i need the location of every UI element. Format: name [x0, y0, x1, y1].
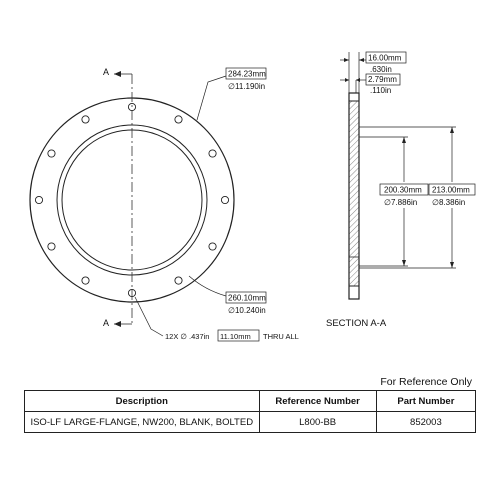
- section-body-top: [349, 93, 359, 101]
- flange-section-view: [349, 93, 359, 299]
- od-dim-mm: 284.23mm: [228, 69, 266, 79]
- bolt-hole: [221, 196, 228, 203]
- section-hatch-upper: [349, 101, 359, 257]
- thickness-dim-in: .630in: [370, 65, 392, 74]
- cell-description: ISO-LF LARGE-FLANGE, NW200, BLANK, BOLTED: [25, 412, 260, 433]
- od-dim-in: ∅11.190in: [228, 82, 266, 91]
- bolt-hole: [48, 243, 55, 250]
- bolt-hole: [82, 277, 89, 284]
- table-row: [25, 412, 476, 433]
- section-label-bottom: A: [103, 318, 110, 328]
- section-arrow-top: [114, 71, 132, 77]
- table-header-row: [25, 391, 476, 412]
- reference-note: For Reference Only: [380, 376, 472, 388]
- bolt-hole: [175, 116, 182, 123]
- bore-dim-mm: 200.30mm: [384, 185, 422, 195]
- bolt-circle-dim-mm: 260.10mm: [228, 293, 266, 303]
- bolt-hole: [175, 277, 182, 284]
- thickness-dim-mm: 16.00mm: [368, 53, 402, 63]
- section-title: SECTION A-A: [326, 318, 387, 329]
- step-dim-mm: 213.00mm: [432, 185, 470, 195]
- section-body-bottom: [349, 286, 359, 299]
- parts-table: [24, 390, 476, 433]
- section-arrow-bottom: [114, 321, 132, 327]
- groove-dim-in: .110in: [370, 86, 392, 95]
- cell-part-number: 852003: [376, 412, 475, 433]
- hole-callout-prefix: 12X ∅ .437in: [165, 332, 210, 341]
- section-hatch-lower: [349, 257, 359, 286]
- header-description: Description: [25, 391, 260, 412]
- bolt-hole: [82, 116, 89, 123]
- bolt-hole: [209, 150, 216, 157]
- groove-dim-mm: 2.79mm: [368, 75, 397, 84]
- cell-reference-number: L800-BB: [259, 412, 376, 433]
- bolt-hole: [35, 196, 42, 203]
- hole-callout-mm: 11.10mm: [220, 332, 251, 341]
- header-part-number: Part Number: [376, 391, 475, 412]
- section-label-top: A: [103, 67, 110, 77]
- hole-callout-suffix: THRU ALL: [263, 332, 299, 341]
- bolt-circle-dim-in: ∅10.240in: [228, 306, 266, 315]
- bore-dim-in: ∅7.886in: [384, 198, 418, 207]
- header-reference-number: Reference Number: [259, 391, 376, 412]
- bolt-hole: [48, 150, 55, 157]
- step-dim-in: ∅8.386in: [432, 198, 466, 207]
- bolt-hole: [209, 243, 216, 250]
